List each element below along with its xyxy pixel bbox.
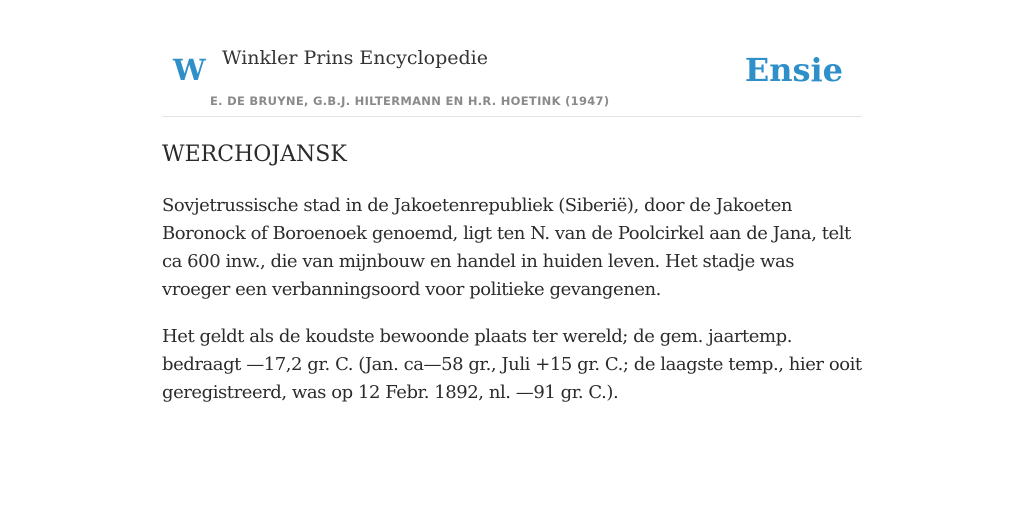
- entry-paragraph: Het geldt als de koudste bewoonde plaats ter wereld; de gem. jaartemp. bedraagt —17,2 gr. C. (Jan. ca—58 gr., Juli +15 gr. C.; de laagste temp., hier ooit geregistreerd, was op 12 Febr. 1892, nl. —91 gr. C.).: [162, 326, 862, 403]
- header: [162, 0, 862, 117]
- logo-w-icon[interactable]: W: [173, 53, 206, 87]
- book-authors: E. DE BRUYNE, G.B.J. HILTERMANN EN H.R. HOETINK (1947): [210, 94, 610, 108]
- book-title[interactable]: Winkler Prins Encyclopedie: [222, 47, 488, 69]
- entry-title: WERCHOJANSK: [162, 142, 347, 167]
- entry-content: [162, 136, 862, 407]
- ensie-logo-link[interactable]: Ensie: [744, 51, 843, 89]
- entry-paragraph: Sovjetrussische stad in de Jakoetenrepubliek (Siberië), door de Jakoeten Boronock of Boroenoek genoemd, ligt ten N. van de Poolcirkel aan de Jana, telt ca 600 inw., die van mijnbouw en handel in huiden leven. Het stadje was vroeger een verbanningsoord voor politieke gevangenen.: [162, 195, 851, 300]
